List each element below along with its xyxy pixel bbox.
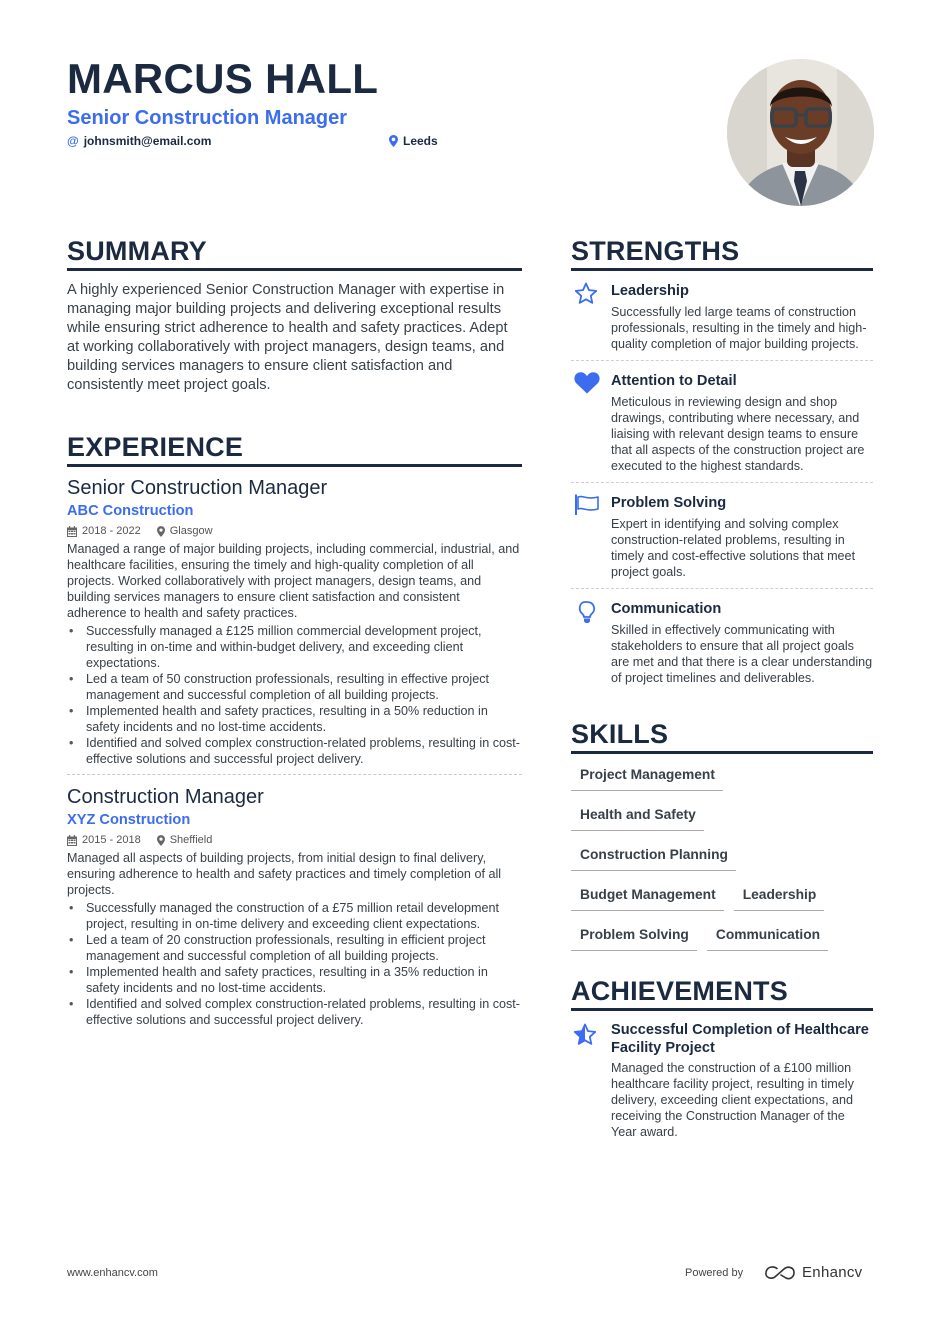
contact-location: [389, 134, 438, 148]
job-achievements: [67, 900, 522, 1028]
star-outline-icon: [574, 282, 598, 305]
strength-text: Meticulous in reviewing design and shop drawings, contributing where necessary, and liaising with relevant design teams to ensure that all aspects of the construction project are executed to the highest standards.: [611, 395, 865, 473]
profile-photo: [727, 59, 874, 206]
powered-by-label: Powered by: [685, 1267, 744, 1279]
candidate-title: Senior Construction Manager: [67, 107, 348, 129]
footer-url[interactable]: www.enhancv.com: [67, 1267, 158, 1279]
achievements-section: [571, 976, 873, 1140]
entry-divider: [67, 774, 522, 775]
job-location: Glasgow: [157, 523, 213, 539]
map-pin-icon: [157, 526, 165, 537]
enhancv-logo[interactable]: [764, 1264, 862, 1281]
summary-text: A highly experienced Senior Construction Manager with expertise in managing major building projects and delivering exceptional results while ensuring strict adherence to health and safety practices. Adept at working collaboratively with project managers, design teams, and building services managers to ensure client satisfaction and consistently meet project goals.: [67, 282, 508, 393]
bullet-item: • Implemented health and safety practices, resulting in a 35% reduction in safety incidents and no lost-time accidents.: [67, 964, 522, 996]
achievement-title: Successful Completion of Healthcare Facility Project: [611, 1022, 869, 1056]
job-location: Sheffield: [157, 832, 213, 848]
job-dates: 2018 - 2022: [67, 523, 141, 539]
skill-tag: Budget Management: [571, 882, 724, 911]
bullet-item: • Identified and solved complex construction-related problems, resulting in cost-effective solutions and successful project delivery.: [67, 735, 522, 767]
strength-item: [571, 589, 873, 694]
skills-section: [571, 719, 873, 962]
enhancv-logo-icon: [764, 1265, 796, 1281]
calendar-icon: [67, 526, 77, 537]
right-column: [571, 236, 873, 1140]
map-pin-icon: [157, 835, 165, 846]
contact-info: [67, 134, 707, 152]
strength-item: [571, 271, 873, 361]
company-name: ABC Construction: [67, 503, 194, 519]
page-footer: [67, 1264, 873, 1284]
bullet-item: • Implemented health and safety practices, resulting in a 50% reduction in safety incidents and no lost-time accidents.: [67, 703, 522, 735]
skills-heading: SKILLS: [571, 719, 873, 754]
skill-tag: Leadership: [734, 882, 825, 911]
heart-icon: [574, 372, 600, 394]
email-text: johnsmith@email.com: [83, 134, 212, 148]
strengths-section: [571, 236, 873, 694]
job-description: Managed all aspects of building projects, from initial design to final delivery, ensuring adherence to health and safety practices and timely completion of all projects.: [67, 851, 502, 897]
job-dates: 2015 - 2018: [67, 832, 141, 848]
job-title: Senior Construction Manager: [67, 477, 328, 499]
company-name: XYZ Construction: [67, 812, 191, 828]
strength-title: Problem Solving: [611, 495, 727, 511]
at-icon: @: [67, 134, 79, 148]
summary-section: [67, 236, 522, 395]
skill-tag: Construction Planning: [571, 842, 736, 871]
candidate-name: MARCUS HALL: [67, 55, 379, 102]
strength-title: Attention to Detail: [611, 373, 737, 389]
skill-tag: Problem Solving: [571, 922, 697, 951]
brand-name: Enhancv: [802, 1264, 863, 1281]
bullet-item: • Identified and solved complex construction-related problems, resulting in cost-effective solutions and successful project delivery.: [67, 996, 522, 1028]
strength-title: Communication: [611, 601, 722, 617]
job-title: Construction Manager: [67, 786, 264, 808]
achievement-text: Managed the construction of a £100 million healthcare facility project, resulting in timely delivery, exceeding client expectations, and receiving the Construction Manager of the Year award.: [611, 1061, 854, 1139]
strength-text: Skilled in effectively communicating with stakeholders to ensure that all project goals are met and that there is a clear understanding of project timelines and deliverables.: [611, 623, 873, 685]
achievements-heading: ACHIEVEMENTS: [571, 976, 873, 1011]
resume-header: [67, 56, 707, 152]
strength-title: Leadership: [611, 283, 689, 299]
skill-tag: Project Management: [571, 762, 723, 791]
bullet-item: • Led a team of 50 construction professionals, resulting in effective project management and successful completion of all building projects.: [67, 671, 522, 703]
skill-tag: Communication: [707, 922, 828, 951]
strength-item: [571, 361, 873, 483]
job-description: Managed a range of major building projects, including commercial, industrial, and healthcare facilities, ensuring the timely and high-quality completion of all projects. Worked collaboratively with project managers, design teams, and building services managers to ensure client satisfaction and consistent adherence to health and safety practices.: [67, 542, 520, 620]
map-pin-icon: [389, 135, 398, 147]
experience-entry: [67, 476, 522, 775]
skills-list: [571, 762, 873, 962]
flag-icon: [574, 494, 600, 516]
skill-tag: Health and Safety: [571, 802, 704, 831]
calendar-icon: [67, 835, 77, 846]
bullet-item: • Led a team of 20 construction professionals, resulting in efficient project management and successful completion of all building projects.: [67, 932, 522, 964]
strength-item: [571, 483, 873, 589]
summary-heading: SUMMARY: [67, 236, 522, 271]
bullet-item: • Successfully managed the construction of a £75 million retail development project, resulting in on-time delivery and exceeding client expectations.: [67, 900, 522, 932]
lightbulb-icon: [577, 600, 599, 624]
left-column: [67, 236, 522, 1028]
portrait-illustration: [727, 59, 874, 206]
job-meta: [67, 832, 522, 848]
location-text: Leeds: [403, 134, 438, 148]
star-half-icon: [573, 1023, 597, 1046]
contact-email[interactable]: [67, 134, 211, 148]
job-achievements: [67, 623, 522, 767]
bullet-item: • Successfully managed a £125 million commercial development project, resulting in on-time and within-budget delivery, and exceeding client expectations.: [67, 623, 522, 671]
experience-heading: EXPERIENCE: [67, 432, 522, 467]
strength-text: Successfully led large teams of construction professionals, resulting in the timely and high-quality completion of major building projects.: [611, 305, 867, 351]
experience-section: [67, 432, 522, 1028]
strength-text: Expert in identifying and solving complex construction-related problems, resulting in timely and cost-effective solutions that meet project goals.: [611, 517, 856, 579]
achievement-item: [571, 1011, 873, 1140]
strengths-heading: STRENGTHS: [571, 236, 873, 271]
experience-entry: [67, 785, 522, 1028]
job-meta: [67, 523, 522, 539]
